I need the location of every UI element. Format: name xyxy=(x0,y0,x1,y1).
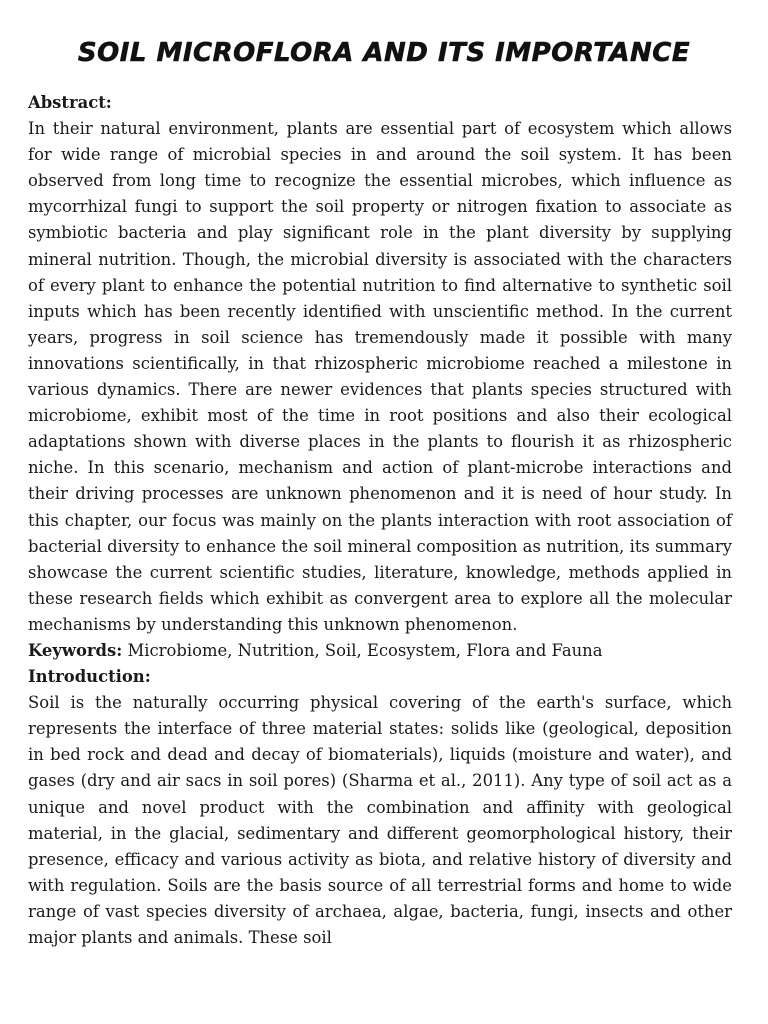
keywords-text: Microbiome, Nutrition, Soil, Ecosystem, Flora and Fauna xyxy=(122,640,603,660)
introduction-heading: Introduction: xyxy=(28,667,151,687)
abstract-text: In their natural environment, plants are essential part of ecosystem which allows for wide range of microbial species in and around the soil system. It has been observed from long time to recognize the essential microbes, which influence as mycorrhizal fungi to support the soil property or nitrogen fixation to associate as symbiotic bacteria and play significant role in the plant diversity by supplying mineral nutrition. Though, the microbial diversity is associated with the characters of every plant to enhance the potential nutrition to find alternative to synthetic soil inputs which has been recently identified with unscientific method. In the current years, progress in soil science has tremendously made it possible with many innovations scientifically, in that rhizospheric microbiome reached a milestone in various dynamics. There are newer evidences that plants species structured with microbiome, exhibit most of the time in root positions and also their ecological adaptations shown with diverse places in the plants to flourish it as rhizospheric niche. In this scenario, mechanism and action of plant-microbe interactions and their driving processes are unknown phenomenon and it is need of hour study. In this chapter, our focus was mainly on the plants interaction with root association of bacterial diversity to enhance the soil mineral composition as nutrition, its summary showcase the current scientific studies, literature, knowledge, methods applied in these research fields which exhibit as convergent area to explore all the molecular mechanisms by understanding this unknown phenomenon. xyxy=(28,119,732,634)
document-body xyxy=(28,90,732,951)
abstract-heading: Abstract: xyxy=(28,93,112,112)
page-title: SOIL MICROFLORA AND ITS IMPORTANCE xyxy=(77,38,691,68)
keywords-label: Keywords: xyxy=(28,640,123,660)
introduction-text: Soil is the naturally occurring physical covering of the earth's surface, which represents the interface of three material states: solids like (geological, deposition in bed rock and dead and decay of biomaterials), liquids (moisture and water), and gases (dry and air sacs in soil pores) (Sharma et al., 2011). Any type of soil act as a unique and novel product with the combination and affinity with geological material, in the glacial, sedimentary and different geomorphological history, their presence, efficacy and various activity as biota, and relative history of diversity and with regulation. Soils are the basis source of all terrestrial forms and home to wide range of vast species diversity of archaea, algae, bacteria, fungi, insects and other major plants and animals. These soil xyxy=(28,693,732,947)
keywords-line xyxy=(28,638,732,664)
